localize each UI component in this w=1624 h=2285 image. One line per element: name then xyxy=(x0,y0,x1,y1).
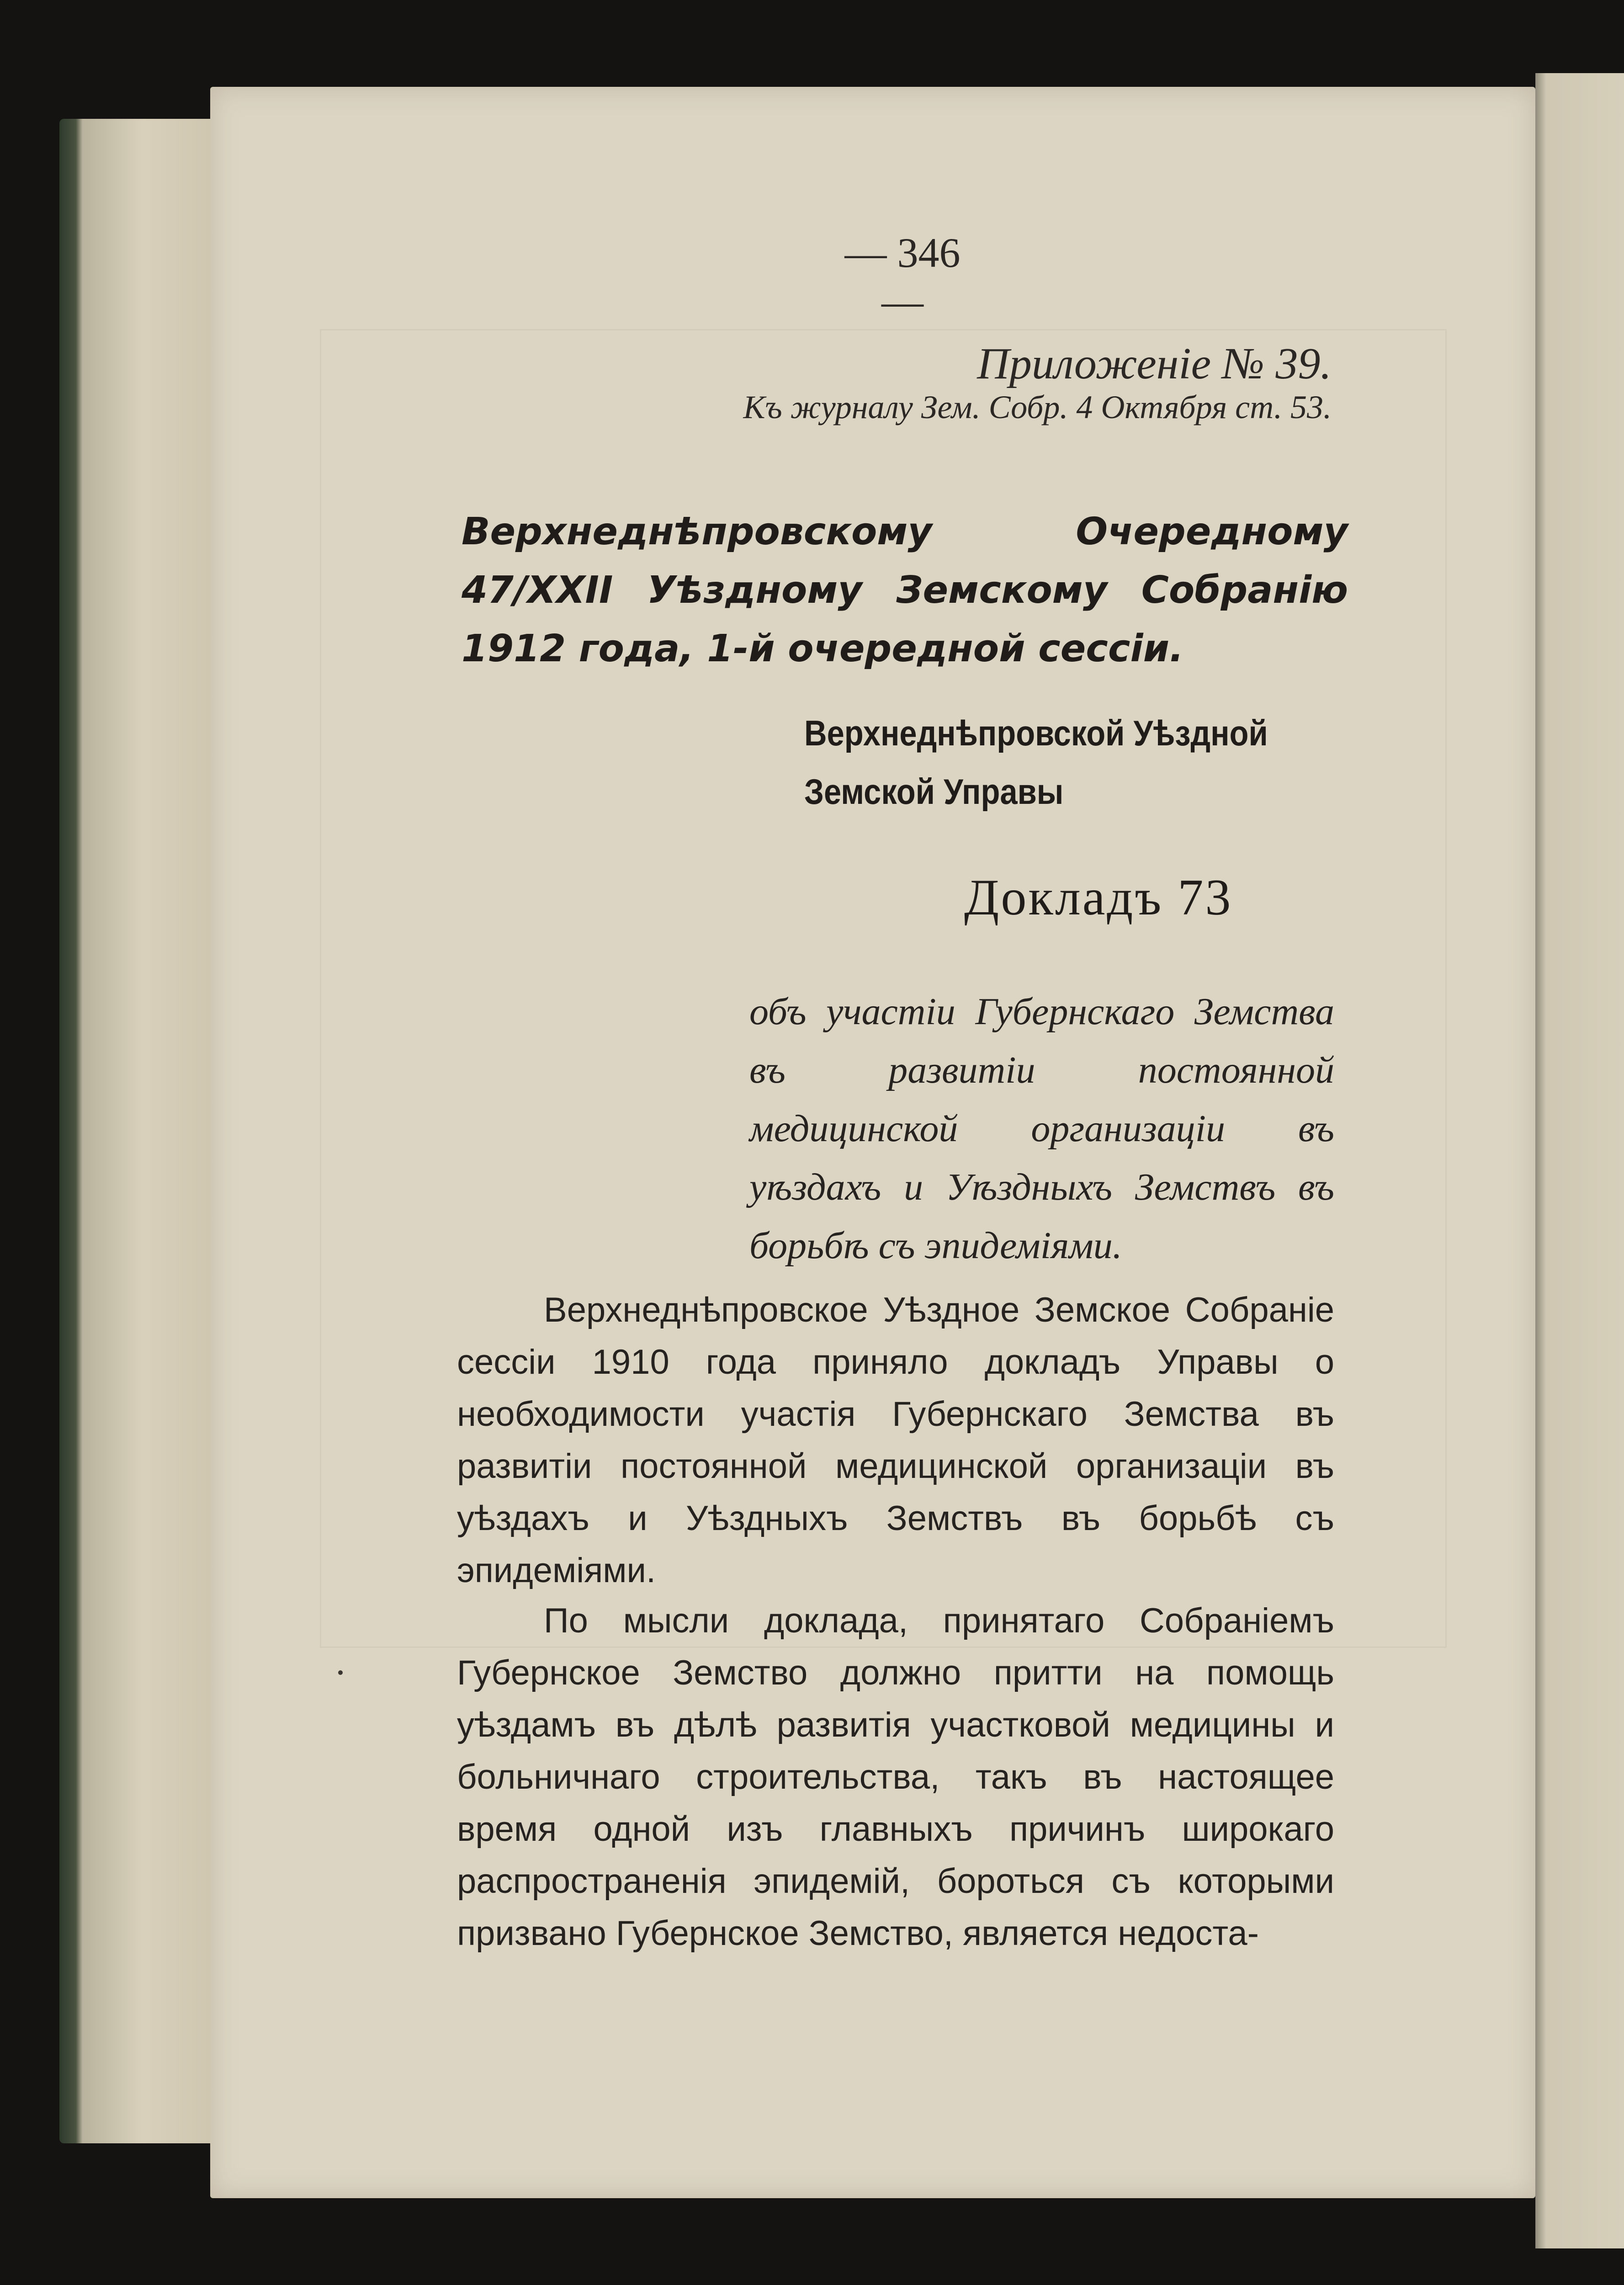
adjacent-page-edge xyxy=(1535,73,1624,2248)
journal-reference: Къ журналу Зем. Собр. 4 Октября ст. 53. xyxy=(743,389,1332,425)
sender-heading: Верхнеднѣпровской Уѣздной Земской Управы xyxy=(804,713,1268,812)
report-subject: объ участiи Губернскаго Земства въ развитiи постоянной медицинской организацiи въ уѣздахъ и Уѣздныхъ Земствъ въ борьбѣ съ эпидемiями. xyxy=(749,990,1334,1267)
report-title: Докладъ 73 xyxy=(964,869,1233,926)
book-page-edges xyxy=(59,119,224,2143)
body-paragraph: По мысли доклада, принятаго Собранiемъ Губернское Земство должно притти на помощь уѣздамъ въ дѣлѣ развитiя участковой медицины и больничнаго строительства, такъ въ настоящее время одной изъ главныхъ причинъ широкаго распространенiя эпидемiй, бороться съ которыми призвано Губернское Земство, является недоста- xyxy=(457,1601,1334,1953)
addressee-heading: Верхнеднѣпровскому Очередному 47/XXII Уѣздному Земскому Собранiю 1912 года, 1-й очередной сессiи. xyxy=(462,510,1348,670)
page-number: — 346 — xyxy=(844,229,961,324)
body-paragraph: Верхнеднѣпровское Уѣздное Земское Собранiе сессiи 1910 года приняло докладъ Управы о необходимости участiя Губернскаго Земства въ развитiи постоянной медицинской организацiи въ уѣздахъ и Уѣздныхъ Земствъ въ борьбѣ съ эпидемiями. xyxy=(457,1291,1334,1590)
ink-speck xyxy=(338,1670,343,1675)
appendix-label: Приложенiе № 39. xyxy=(977,339,1332,388)
